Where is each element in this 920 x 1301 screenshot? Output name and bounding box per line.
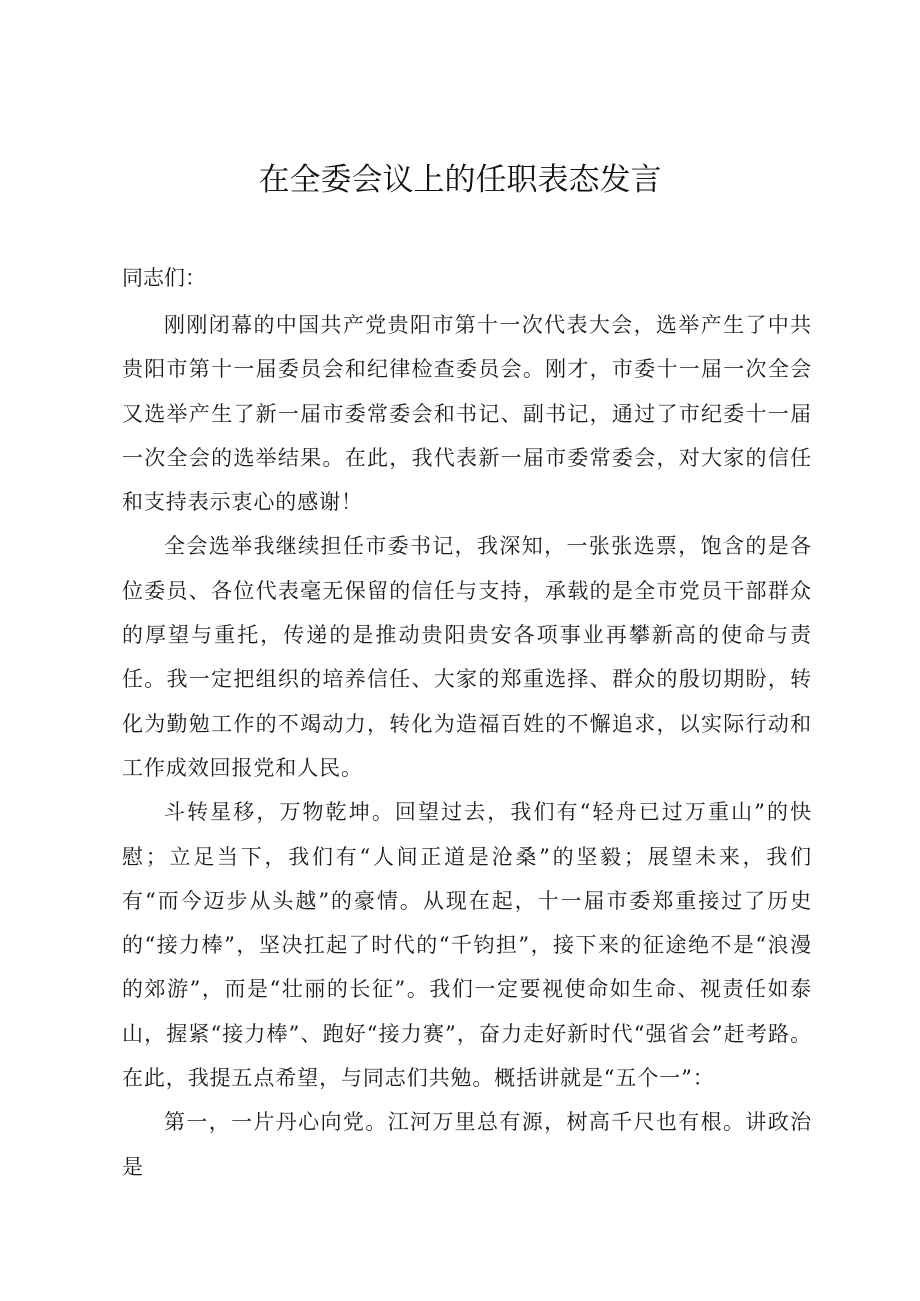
paragraph-4: 第一，一片丹心向党。江河万里总有源，树高千尺也有根。讲政治是 bbox=[122, 1110, 812, 1179]
document-title: 在全委会议上的任职表态发言 bbox=[258, 162, 662, 198]
paragraph-3: 斗转星移，万物乾坤。回望过去，我们有“轻舟已过万重山”的快慰；立足当下，我们有“人间正道是沧桑”的坚毅；展望未来，我们有“而今迈步从头越”的豪情。从现在起，十一届市委郑重接过了历史的“接力棒”，坚决扛起了时代的“千钧担”，接下来的征途绝不是“浪漫的郊游”，而是“壮丽的长征”。我们一定要视使命如生命、视责任如泰山，握紧“接力棒”、跑好“接力赛”，奋力走好新时代“强省会”赶考路。在此，我提五点希望，与同志们共勉。概括讲就是“五个一”： bbox=[122, 800, 812, 1091]
paragraph-2: 全会选举我继续担任市委书记，我深知，一张张选票，饱含的是各位委员、各位代表毫无保留的信任与支持，承载的是全市党员干部群众的厚望与重托，传递的是推动贵阳贵安各项事业再攀新高的使命与责任。我一定把组织的培养信任、大家的郑重选择、群众的殷切期盼，转化为勤勉工作的不竭动力，转化为造福百姓的不懈追求，以实际行动和工作成效回报党和人民。 bbox=[122, 534, 812, 780]
document-body bbox=[122, 303, 812, 1189]
salutation: 同志们： bbox=[122, 266, 206, 290]
paragraph-1: 刚刚闭幕的中国共产党贵阳市第十一次代表大会，选举产生了中共贵阳市第十一届委员会和纪律检查委员会。刚才，市委十一届一次全会又选举产生了新一届市委常委会和书记、副书记，通过了市纪委十一届一次全会的选举结果。在此，我代表新一届市委常委会，对大家的信任和支持表示衷心的感谢！ bbox=[122, 313, 812, 515]
